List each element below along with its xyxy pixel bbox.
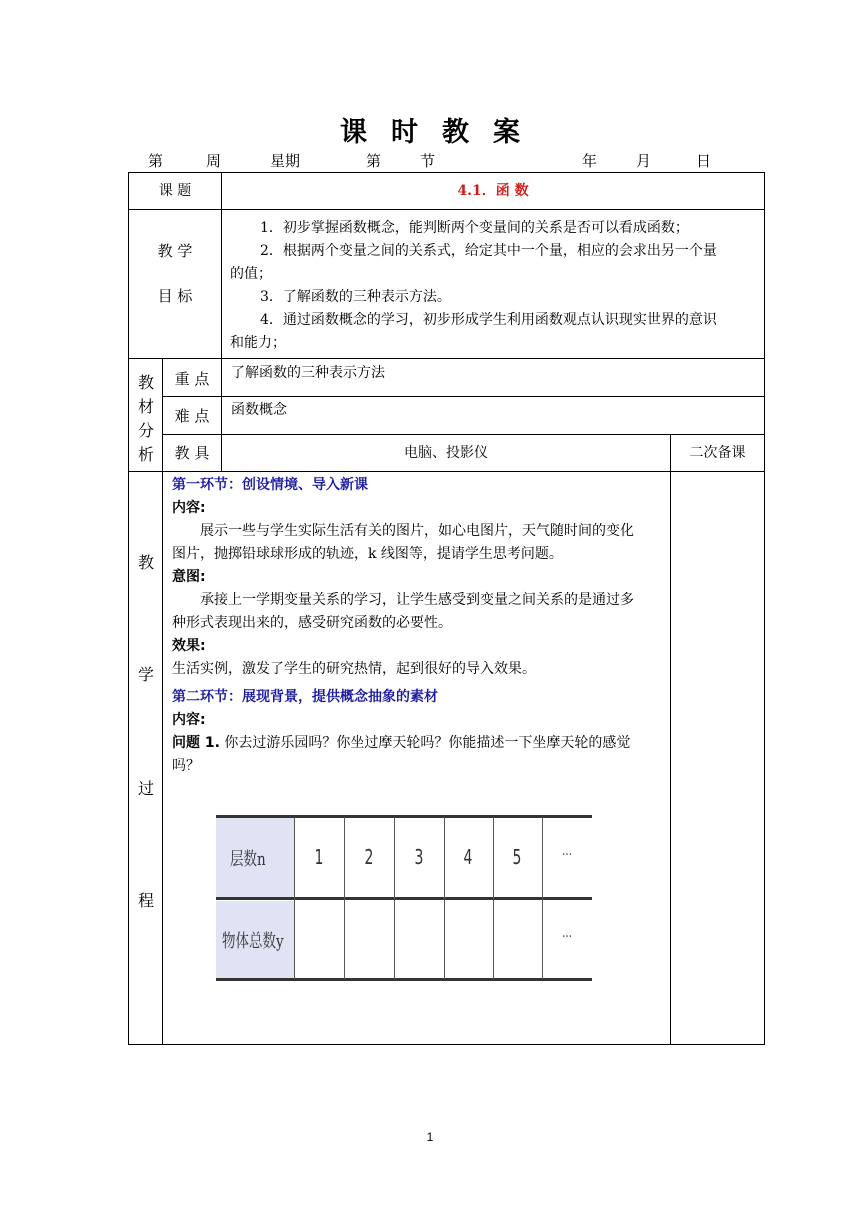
figure-col-line <box>444 817 445 979</box>
intent-line: 种形式表现出来的，感受研究函数的必要性。 <box>172 615 452 631</box>
process-label-char: 教 <box>138 553 155 572</box>
column-value: 1 <box>314 845 324 869</box>
section1-title: 第一环节：创设情境、导入新课 <box>172 477 368 493</box>
goals-label-1: 教 学 <box>157 242 193 260</box>
col-divider <box>670 434 671 1045</box>
figure-rule <box>216 978 592 981</box>
process-label-char: 过 <box>138 779 155 798</box>
table-border-top <box>128 172 765 173</box>
row-label-total: 物体总数y <box>222 931 284 952</box>
tools-label: 教 具 <box>174 444 210 462</box>
goal-line: 3．了解函数的三种表示方法。 <box>260 289 451 305</box>
question-label: 问题 1. <box>172 735 220 751</box>
row-divider <box>128 358 765 359</box>
tools-value: 电脑、投影仪 <box>404 445 488 461</box>
year-label: 年 <box>582 152 598 170</box>
key-value: 了解函数的三种表示方法 <box>231 365 385 381</box>
intent-line: 承接上一学期变量关系的学习，让学生感受到变量之间关系的是通过多 <box>200 592 634 608</box>
goal-line: 4．通过函数概念的学习，初步形成学生利用函数观点认识现实世界的意识 <box>260 312 717 328</box>
second-prep-label: 二次备课 <box>689 445 746 461</box>
figure-rule <box>216 815 592 818</box>
process-label-char: 程 <box>138 891 155 910</box>
title-char: 教 <box>442 117 469 148</box>
question-line: 吗？ <box>172 758 200 774</box>
analysis-label-char: 材 <box>138 397 155 416</box>
goal-line: 和能力； <box>230 335 286 351</box>
column-value: 4 <box>463 845 473 869</box>
page-title <box>0 110 860 149</box>
analysis-label-char: 析 <box>138 445 155 464</box>
row-divider <box>162 396 765 397</box>
effect-line: 生活实例，激发了学生的研究热情，起到很好的导入效果。 <box>172 661 536 677</box>
column-value: 3 <box>414 845 424 869</box>
page-number: 1 <box>426 1130 434 1144</box>
content-label: 内容: <box>172 500 206 516</box>
section2-title: 第二环节：展现背景，提供概念抽象的素材 <box>172 689 438 705</box>
table-border-right <box>764 172 765 1045</box>
week-suffix: 周 <box>206 152 222 170</box>
column-value: 2 <box>364 845 374 869</box>
difficult-label: 难 点 <box>174 407 210 425</box>
month-label: 月 <box>636 152 652 170</box>
goal-line: 1．初步掌握函数概念，能判断两个变量间的关系是否可以看成函数； <box>260 220 689 236</box>
title-char: 案 <box>493 117 520 148</box>
day-label: 日 <box>696 152 712 170</box>
figure-col-line <box>344 817 345 979</box>
column-ellipsis: … <box>562 843 572 859</box>
question-text: 你去过游乐园吗？你坐过摩天轮吗？你能描述一下坐摩天轮的感觉 <box>219 735 631 751</box>
section-suffix: 节 <box>420 152 436 170</box>
figure-col-line <box>294 817 295 979</box>
column-value: 5 <box>512 845 522 869</box>
week-prefix: 第 <box>148 152 164 170</box>
weekday-label: 星期 <box>270 152 301 170</box>
title-char: 时 <box>391 117 418 148</box>
key-label: 重 点 <box>174 370 210 388</box>
goal-line: 2．根据两个变量之间的关系式，给定其中一个量，相应的会求出另一个量 <box>260 243 717 259</box>
difficult-value: 函数概念 <box>231 402 287 418</box>
process-label-char: 学 <box>138 665 155 684</box>
topic-value: 4.1．函 数 <box>457 183 529 199</box>
figure-rule <box>216 897 592 900</box>
analysis-label-char: 分 <box>138 421 155 440</box>
intent-label: 意图: <box>172 569 206 585</box>
row2-ellipsis: … <box>562 925 572 941</box>
layer-count-table-image <box>216 815 592 981</box>
goals-label-2: 目 标 <box>157 287 193 305</box>
figure-col-line <box>394 817 395 979</box>
section-prefix: 第 <box>366 152 382 170</box>
figure-col-line <box>493 817 494 979</box>
content2-label: 内容: <box>172 712 206 728</box>
row-label-layers: 层数n <box>230 849 266 870</box>
content1-line: 图片，抛掷铅球球形成的轨迹，k 线图等，提请学生思考问题。 <box>172 546 563 562</box>
figure-col-line <box>542 817 543 979</box>
topic-label: 课 题 <box>158 183 192 199</box>
title-char: 课 <box>340 117 367 148</box>
row-divider <box>128 209 765 210</box>
content1-line: 展示一些与学生实际生活有关的图片，如心电图片，天气随时间的变化 <box>200 523 634 539</box>
effect-label: 效果: <box>172 638 206 654</box>
analysis-label-char: 教 <box>138 373 155 392</box>
question-line <box>172 732 630 755</box>
row-divider <box>162 434 765 435</box>
goal-line: 的值； <box>230 266 272 282</box>
